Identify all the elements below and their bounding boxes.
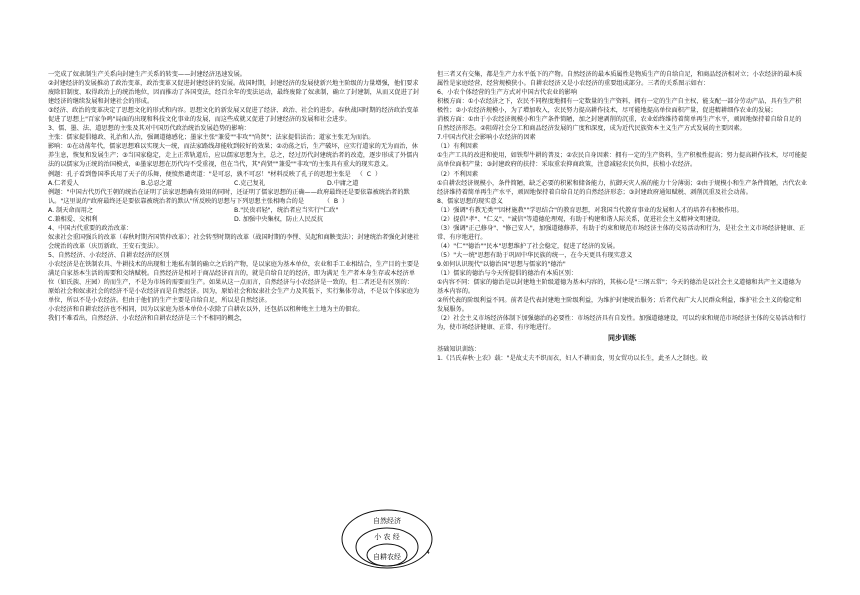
option: C.克己复礼	[234, 179, 266, 187]
paragraph: （4）"仁""德治""民本"思想维护了社会稳定，促进了经济的发展。	[437, 242, 619, 250]
section-heading: 7.中国古代社会影响小农经济的因素	[437, 134, 536, 142]
paragraph: （3）强调"正己修身"、"修己安人"，加强道德修养，有助于约束和规范市场经济主体的交易活动和行为，是社会主义市场经济健康、正常、有序地进行。	[437, 224, 806, 241]
basic-knowledge-label: 基础知识训练：	[437, 346, 481, 354]
question-1: 1.《吕氏春秋·上农》载："是故丈夫不织而衣，妇人不耕而食，男女贸功以长生，此圣人之制也。故	[437, 355, 708, 363]
paragraph: （2）提倡"孝"、"仁义"、"诚信"等道德伦理观，有助于构建和谐人际关系，促进社会主义精神文明建设。	[437, 215, 725, 223]
paragraph: ③经济、政治的变革决定了思想文化的形式和内容。思想文化的新发展又促进了经济、政治、社会的进步。春秋战国时期的经济政治变革促进了思想上"百家争鸣"局面的出现和科技文化事业的发展，而这些成就又促进了封建经济的发展和社会进步。	[48, 107, 419, 124]
option: A. 制天命而用之	[48, 206, 94, 214]
paragraph: 小农经济和自耕农经济也不相同，因为以家庭为基本单位小农除了自耕农以外，还包括以租种地主土地为主的佃农。	[48, 306, 364, 314]
paragraph: ②所代表的阶级利益不同。前者是代表封建地主阶级利益，为维护封建统治服务；后者代表广大人民群众利益，维护社会主义的稳定和发展服务。	[437, 297, 802, 314]
sub-heading: （1）儒家的德治与今天所提倡的德治有本质区别：	[437, 270, 578, 278]
paragraph: 消极方面：①由于小农经济规模小和生产条件简陋，加之封建剥削的沉重，农业始终维持着简单再生产水平，顽固地保持着自给自足的自然经济形态。②阻碍社会分工和商品经济发展的广度和深度，成为近代民族资本主义生产方式发展的主要因素。	[437, 116, 802, 133]
sub-heading: （2）不利因素	[437, 170, 479, 178]
paragraph: 主张：儒家提倡德政、礼治和人治，强调道德感化；墨家主张"兼爱""非攻""尚贤"；法家提倡法治；道家主张无为而治。	[48, 134, 375, 142]
paragraph: ①生产工具的改进和使用，如铁犁牛耕的普及；②农民自身因素：拥有一定的生产资料，生产积极性提高；努力提高耕作技术，尽可能提高单位面积产量；③封建政府的扶持：采取重农抑商政策，注意减轻农民负担，扶植小农经济。	[437, 152, 807, 169]
section-heading: 4、中国古代重要的政治改革：	[48, 224, 133, 232]
section-heading: 5、自然经济、小农经济、自耕农经济的区别	[48, 251, 170, 259]
paragraph: 一完成了奴隶制生产关系向封建生产关系的转变——封建经济迅速发展。	[48, 71, 246, 78]
paragraph: ①内容不同：儒家的德治是以封建地主阶级道德为基本内容的，其核心是"三纲五常"；今天的德治是以社会主义道德和共产主义道德为基本内容的。	[437, 279, 801, 296]
section-heading: 6、小农个体经营的生产方式对中国古代农业的影响	[437, 89, 578, 97]
example-question: 例题："中国古代历代王朝的统治在证明了法家思想确有效用的同时，还证明了儒家思想的正确——政府最终还是要依靠被统治者的默认。"这里说的"政府最终还是要依靠被统治者的默认"所反映的思想与下列思想主张相吻合的是 （ B ）	[48, 188, 410, 205]
right-column	[437, 70, 807, 364]
options-row	[48, 206, 420, 215]
paragraph: 原始社会和奴隶社会的经济不是小农经济而是自然经济。因为，原始社会和奴隶社会生产力及其低下，实行集体劳动，不是以个体家庭为单位，所以不是小农经济。但由于他们的生产主要是自给自足，所以是自然经济。	[48, 288, 420, 305]
economy-relationship-diagram	[340, 507, 434, 569]
options-row	[48, 215, 420, 224]
sub-heading: （1）有利因素	[437, 143, 479, 151]
paragraph: ②封建经济的发展推动了政治变革，政治变革又促进封建经济的发展。战国时期，封建经济的发展使新兴地主阶级的力量增强，他们要求废除旧制度、取得政治上的统治地位，因而推动了各国变法，经百余年的变法运动，最终废除了奴隶制，确立了封建制，从而又促进了封建经济的继续发展和封建社会的形成。	[48, 80, 420, 106]
paragraph: 小农经济是在铁制农具、牛耕技术的出现和土地私有制的确立之后的产物，是以家庭为基本单位，农业和手工业相结合，生产目的主要是满足自家基本生活的需要和交纳赋税。自然经济是相对于商品经济而言的，就是自给自足的经济，即为满足 生产者本身生存或本经济单位（如氏族、庄园）的而生产，不是为市场的需要而生产。如果从这一点而言，自然经济与小农经济是一致的，但二者还是有区别的：	[48, 260, 420, 287]
left-column	[48, 70, 420, 323]
paragraph: （2）社会主义市场经济体制下加强德治的必要性：市场经济具有自发性。加强道德建设，可以约束和规范市场经济主体的交易活动和行为，使市场经济健康、正常、有序地进行。	[437, 315, 806, 332]
paragraph: 我们不难看出，自然经济、小农经济和自耕农经济是三个不相同的概念，	[48, 315, 246, 323]
diagram-label-inner: 自耕农经	[373, 553, 401, 561]
section-heading: 9.如何认识现代"以德治国"思想与儒家的"德治"	[437, 260, 566, 268]
option: D.中庸之道	[327, 179, 359, 187]
paragraph: （5）"大一统"思想有助于巩固中华民族的统一，在今天更具有现实意义	[437, 251, 633, 259]
paragraph: 积极方面：①小农经济之下，农民不同程度地拥有一定数量的生产资料，拥有一定的生产自主权，能支配一部分劳动产品，具有生产积极性；②小农经济规模小，为了增加收入，农民努力提高耕作技术，尽可能地提高单位面积产量，促进精耕细作农业的发展；	[437, 98, 802, 115]
paragraph: （1）强调"有教无类""因材施教""学思结合"的教育思想，对我国当代教育事业的发展和人才的培养有积极作用。	[437, 206, 743, 214]
section-heading: 3、儒、墨、法、道思想的主张及其对中国历代政治统治发展趋势的影响：	[48, 125, 250, 133]
example-question: 例题：孔子看到鲁国季氏用了天子的乐舞，便愤然谴责道："是可忍，孰不可忍！"材料反映了孔子的思想主张是 （ C ）	[48, 170, 382, 178]
section-heading: 8、儒家思想的现实意义	[437, 197, 503, 205]
paragraph: 但三者又有交集，都是生产力水平低下的产物。自然经济的最本质属性是物质生产的自给自足，和商品经济相对立；小农经济的最本质属性是家庭经营，经营规模狭小。自耕农经济又是小农经济的重要组成部分。三者的关系图示如右：	[437, 71, 803, 88]
option: B.总忍之道	[141, 179, 172, 187]
page-number: 4	[426, 549, 430, 556]
option: D. 加强中央集权，防止人民反抗	[234, 215, 324, 223]
option: A.仁者爱人	[48, 179, 79, 187]
sync-training-title: 同步训练	[608, 334, 636, 343]
options-row	[48, 179, 420, 188]
paragraph: ①自耕农经济规模小，条件简陋，缺乏必要的积累和储备能力，抗御天灾人祸的能力十分薄弱；②由于规模小和生产条件简陋，古代农业经济维持着简单再生产水平，顽固地保持着自给自足的自然经济形态；③封建政府通知赋税、剥削沉重及社会动荡。	[437, 179, 807, 196]
paragraph: 奴隶社会重国强兵的改革（春秋时期齐国管仲改革）；社会转型时期的改革（战国时期的李悝、吴起和商鞅变法）；封建统治者强化封建社会统治的改革（庆历新政、王安石变法）。	[48, 233, 420, 250]
diagram-label-outer: 自然经济	[373, 517, 401, 525]
paragraph: 影响：①在动荡年代，儒家思想难以实现大一统，而法家路线却能收到较好的效果；②动荡之后，生产破坏，应实行道家的无为而治，休养生息，恢复和发展生产；③当国家稳定，走上正常轨道后，应以儒家思想为主，总之，经过历代封建统治者的改造，逐步形成了外儒内法的以儒家为正统的治国模式，④墨家思想在历代均不受重视，但在当代，其"尚贤""兼爱""非攻"的主张具有重大的现实意义。	[48, 143, 419, 169]
diagram-label-middle: 小 农 经	[374, 533, 400, 541]
option: B."民贵君轻"，统治者应当实行"仁政"	[234, 206, 339, 214]
option: C.兼相爱、交相利	[48, 215, 98, 223]
